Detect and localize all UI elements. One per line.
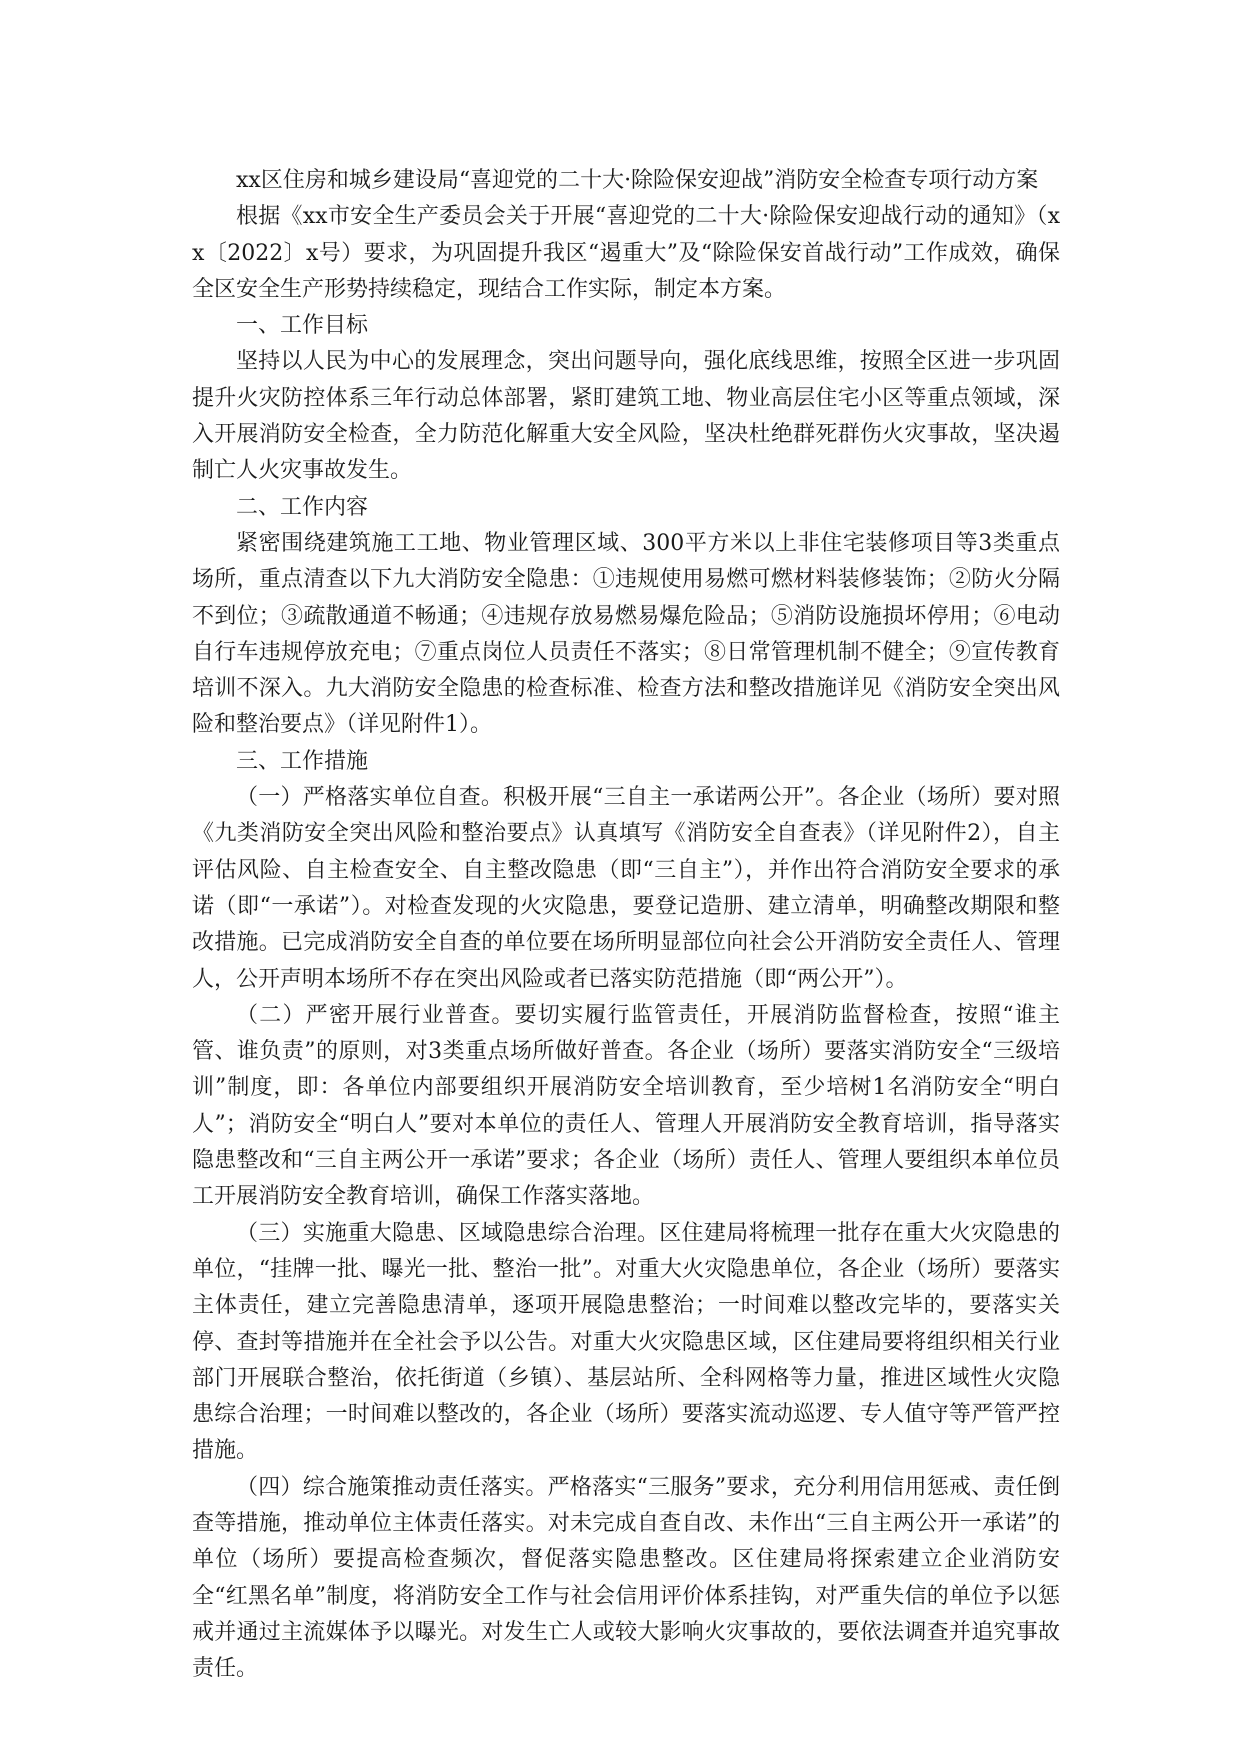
measure-3-paragraph: （三）实施重大隐患、区域隐患综合治理。区住建局将梳理一批存在重大火灾隐患的单位，“挂牌一批、曝光一批、整治一批”。对重大火灾隐患单位，各企业（场所）要落实主体责任，建立完善隐患清单，逐项开展隐患整治；一时间难以整改完毕的，要落实关停、查封等措施并在全社会予以公告。对重大火灾隐患区域，区住建局要将组织相关行业部门开展联合整治，依托街道（乡镇）、基层站所、全科网格等力量，推进区域性火灾隐患综合治理；一时间难以整改的，各企业（场所）要落实流动巡逻、专人值守等严管严控措施。 [192,1220,1060,1464]
section-heading-content: 二、工作内容 [236,494,369,520]
intro-paragraph: 根据《xx市安全生产委员会关于开展“喜迎党的二十大·除险保安迎战行动的通知》（xx〔2022〕x号）要求，为巩固提升我区“遏重大”及“除险保安首战行动”工作成效，确保全区安全生产形势持续稳定，现结合工作实际，制定本方案。 [192,204,1060,302]
section-heading-goals: 一、工作目标 [236,313,369,339]
content-paragraph: 紧密围绕建筑施工工地、物业管理区域、300平方米以上非住宅装修项目等3类重点场所，重点清查以下九大消防安全隐患：①违规使用易燃可燃材料装修装饰；②防火分隔不到位；③疏散通道不畅通；④违规存放易燃易爆危险品；⑤消防设施损坏停用；⑥电动自行车违规停放充电；⑦重点岗位人员责任不落实；⑧日常管理机制不健全；⑨宣传教育培训不深入。九大消防安全隐患的检查标准、检查方法和整改措施详见《消防安全突出风险和整治要点》（详见附件1）。 [192,530,1060,738]
document-title: xx区住房和城乡建设局“喜迎党的二十大·除险保安迎战”消防安全检查专项行动方案 [236,168,1039,193]
document-body [192,163,1060,1687]
measure-1-paragraph: （一）严格落实单位自查。积极开展“三自主一承诺两公开”。各企业（场所）要对照《九类消防安全突出风险和整治要点》认真填写《消防安全自查表》（详见附件2），自主评估风险、自主检查安全、自主整改隐患（即“三自主”），并作出符合消防安全要求的承诺（即“一承诺”）。对检查发现的火灾隐患，要登记造册、建立清单，明确整改期限和整改措施。已完成消防安全自查的单位要在场所明显部位向社会公开消防安全责任人、管理人，公开声明本场所不存在突出风险或者已落实防范措施（即“两公开”）。 [192,785,1060,992]
goals-paragraph: 坚持以人民为中心的发展理念，突出问题导向，强化底线思维，按照全区进一步巩固提升火灾防控体系三年行动总体部署，紧盯建筑工地、物业高层住宅小区等重点领域，深入开展消防安全检查，全力防范化解重大安全风险，坚决杜绝群死群伤火灾事故，坚决遏制亡人火灾事故发生。 [192,349,1060,484]
measure-2-paragraph: （二）严密开展行业普查。要切实履行监管责任，开展消防监督检查，按照“谁主管、谁负责”的原则，对3类重点场所做好普查。各企业（场所）要落实消防安全“三级培训”制度，即：各单位内部要组织开展消防安全培训教育，至少培树1名消防安全“明白人”；消防安全“明白人”要对本单位的责任人、管理人开展消防安全教育培训，指导落实隐患整改和“三自主两公开一承诺”要求；各企业（场所）责任人、管理人要组织本单位员工开展消防安全教育培训，确保工作落实落地。 [192,1002,1060,1210]
section-heading-measures: 三、工作措施 [236,748,369,774]
measure-4-paragraph: （四）综合施策推动责任落实。严格落实“三服务”要求，充分利用信用惩戒、责任倒查等措施，推动单位主体责任落实。对未完成自查自改、未作出“三自主两公开一承诺”的单位（场所）要提高检查频次，督促落实隐患整改。区住建局将探索建立企业消防安全“红黑名单”制度，将消防安全工作与社会信用评价体系挂钩，对严重失信的单位予以惩戒并通过主流媒体予以曝光。对发生亡人或较大影响火灾事故的，要依法调查并追究事故责任。 [192,1474,1060,1682]
